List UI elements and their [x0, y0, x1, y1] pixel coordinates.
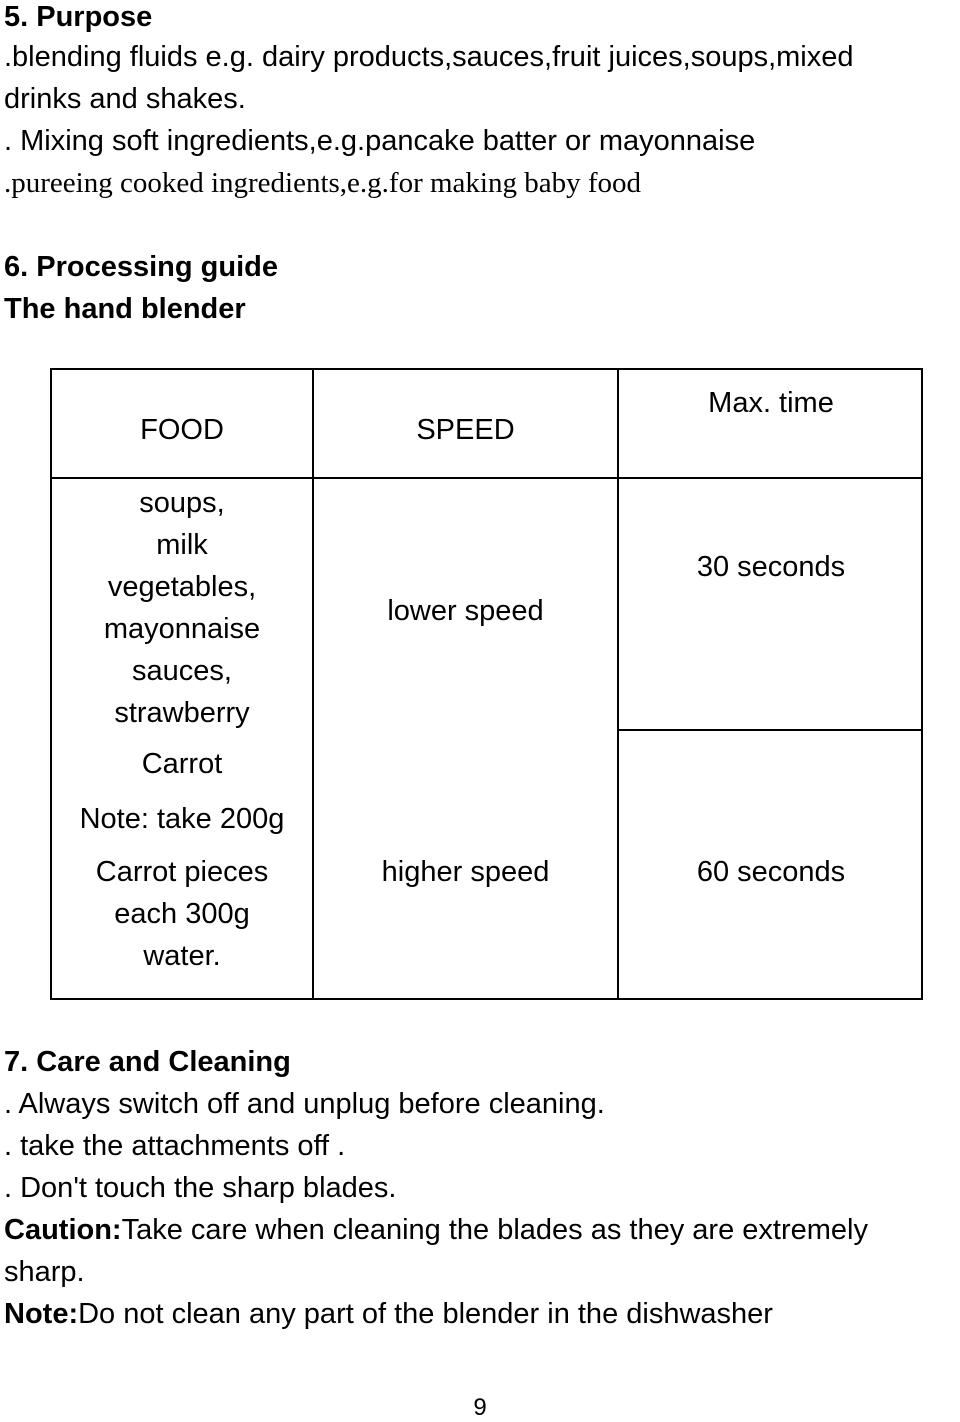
processing-heading: 6. Processing guide — [4, 251, 278, 283]
food-item: soups, — [139, 487, 225, 519]
note-label: Note: — [4, 1298, 79, 1330]
processing-subheading: The hand blender — [4, 293, 246, 325]
time-60: 60 seconds — [696, 856, 846, 888]
header-speed: SPEED — [416, 414, 515, 446]
page-number: 9 — [473, 1394, 487, 1421]
caution-line-2: sharp. — [4, 1256, 85, 1288]
care-heading: 7. Care and Cleaning — [4, 1046, 291, 1078]
caution-label: Caution: — [4, 1214, 122, 1246]
food-item: each 300g — [114, 898, 250, 930]
purpose-line-2: drinks and shakes. — [4, 83, 246, 115]
header-max-time: Max. time — [708, 387, 834, 419]
table-divider-header — [52, 477, 921, 479]
food-item: milk — [156, 529, 208, 561]
purpose-line-3: . Mixing soft ingredients,e.g.pancake batter or mayonnaise — [4, 125, 756, 157]
caution-text: Take care when cleaning the blades as they are extremely — [121, 1214, 868, 1246]
purpose-heading: 5. Purpose — [4, 1, 153, 33]
food-item: vegetables, — [107, 571, 257, 603]
purpose-line-1: .blending fluids e.g. dairy products,sauces,fruit juices,soups,mixed — [4, 41, 854, 73]
food-item: sauces, — [132, 655, 232, 687]
food-item: Carrot — [141, 748, 223, 780]
food-item: mayonnaise — [103, 613, 261, 645]
care-line-3: . Don't touch the sharp blades. — [4, 1172, 397, 1204]
purpose-line-4: .pureeing cooked ingredients,e.g.for making baby food — [4, 167, 642, 199]
header-food: FOOD — [140, 414, 224, 446]
table-divider-col-1 — [312, 370, 314, 998]
table-divider-time-row — [617, 729, 921, 731]
care-line-1: . Always switch off and unplug before cleaning. — [4, 1088, 605, 1120]
speed-lower: lower speed — [387, 595, 544, 627]
time-30: 30 seconds — [696, 551, 846, 583]
processing-table — [50, 368, 923, 1000]
food-item: Carrot pieces — [95, 856, 269, 888]
note-text: Do not clean any part of the blender in the dishwasher — [78, 1298, 773, 1330]
food-item: water. — [143, 940, 221, 972]
food-item: strawberry — [114, 697, 250, 729]
speed-higher: higher speed — [381, 856, 550, 888]
food-item: Note: take 200g — [79, 803, 285, 835]
caution-line — [4, 1213, 868, 1247]
note-line — [4, 1297, 773, 1331]
care-line-2: . take the attachments off . — [4, 1130, 346, 1162]
table-divider-col-2 — [617, 370, 619, 998]
